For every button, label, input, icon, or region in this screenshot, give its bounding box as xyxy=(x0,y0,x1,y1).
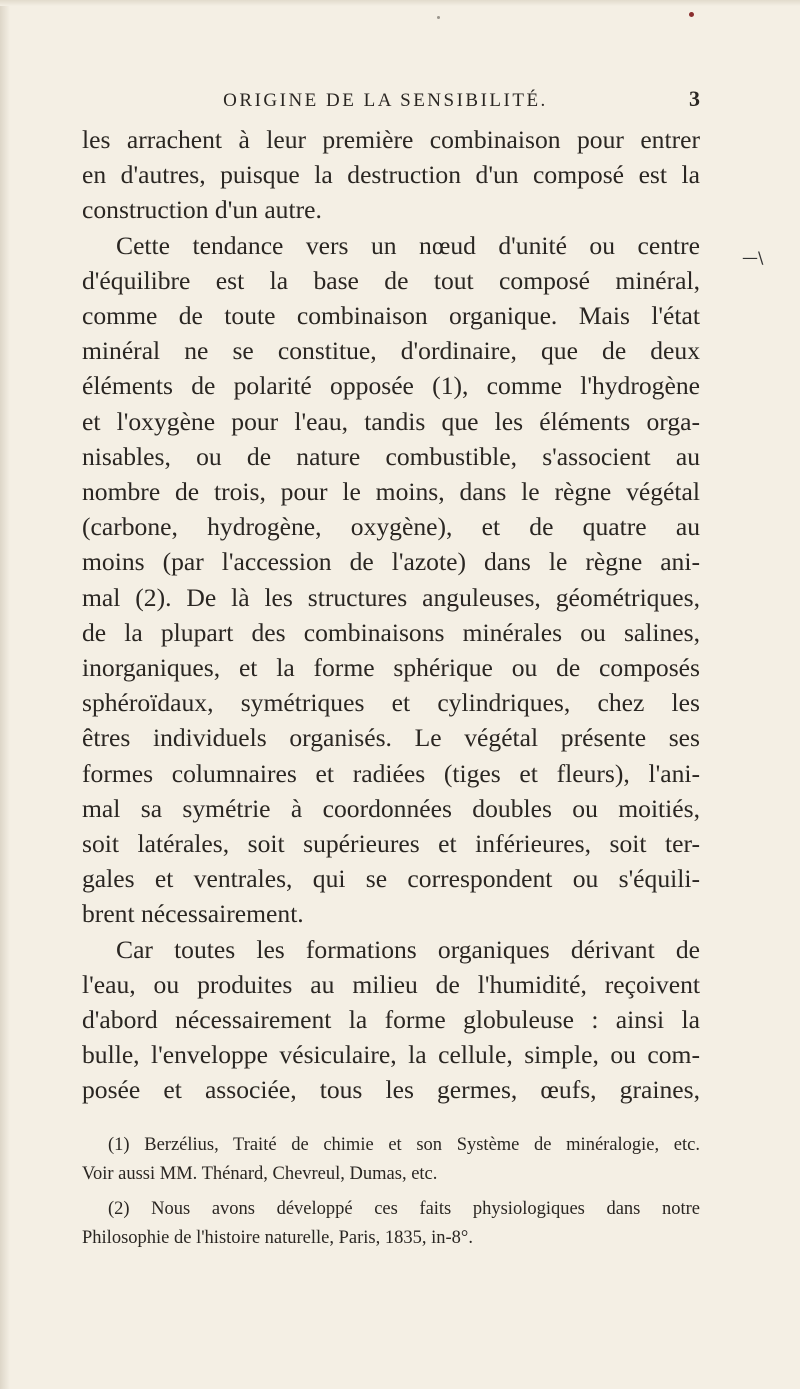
paper-speck xyxy=(437,16,440,19)
page-number: 3 xyxy=(689,86,700,111)
page-edge-shadow xyxy=(0,0,10,1389)
text-line: gales et ventrales, qui se correspondent ou s'équili- xyxy=(82,864,700,894)
text-line: construction d'un autre. xyxy=(82,195,322,225)
text-line: inorganiques, et la forme sphérique ou de composés xyxy=(82,653,700,683)
text-line: les arrachent à leur première combinaison pour entrer xyxy=(82,125,700,154)
footnote-line: Voir aussi MM. Thénard, Chevreul, Dumas, etc. xyxy=(82,1164,438,1184)
text-line: minéral ne se constitue, d'ordinaire, que de deux xyxy=(82,336,700,366)
footnote-1 xyxy=(82,1131,700,1189)
ink-spot xyxy=(689,12,694,17)
running-title: ORIGINE DE LA SENSIBILITÉ. xyxy=(223,90,548,111)
footnote-line: Philosophie de l'histoire naturelle, Paris, 1835, in-8°. xyxy=(82,1228,473,1248)
text-line: nombre de trois, pour le moins, dans le règne végétal xyxy=(82,477,700,507)
text-line: Car toutes les formations organiques dérivant de xyxy=(116,934,700,964)
body-text xyxy=(82,122,700,1108)
text-line: soit latérales, soit supérieures et inférieures, soit ter- xyxy=(82,829,700,859)
page-top-shadow xyxy=(0,0,800,6)
text-line: éléments de polarité opposée (1), comme l'hydrogène xyxy=(82,371,700,401)
text-line: d'équilibre est la base de tout composé minéral, xyxy=(82,265,700,295)
footnote-2 xyxy=(82,1195,700,1253)
text-line: sphéroïdaux, symétriques et cylindriques, chez les xyxy=(82,688,700,718)
running-head xyxy=(82,86,700,112)
text-line: Cette tendance vers un nœud d'unité ou centre xyxy=(116,230,700,260)
text-line: mal sa symétrie à coordonnées doubles ou moitiés, xyxy=(82,793,700,823)
text-line: posée et associée, tous les germes, œufs, graines, xyxy=(82,1075,700,1105)
margin-mark: —\ xyxy=(742,248,764,267)
footnotes xyxy=(82,1131,700,1259)
text-line: formes columnaires et radiées (tiges et fleurs), l'ani- xyxy=(82,758,700,788)
text-line: d'abord nécessairement la forme globuleuse : ainsi la xyxy=(82,1005,700,1035)
text-line: brent nécessairement. xyxy=(82,899,304,929)
text-line: l'eau, ou produites au milieu de l'humidité, reçoivent xyxy=(82,969,700,999)
footnote-line: (1) Berzélius, Traité de chimie et son Système de minéralogie, etc. xyxy=(108,1135,700,1155)
text-line: bulle, l'enveloppe vésiculaire, la cellule, simple, ou com- xyxy=(82,1040,700,1070)
text-line: comme de toute combinaison organique. Mais l'état xyxy=(82,301,700,331)
text-line: en d'autres, puisque la destruction d'un composé est la xyxy=(82,160,700,190)
footnote-line: (2) Nous avons développé ces faits physiologiques dans notre xyxy=(108,1199,700,1219)
text-line: moins (par l'accession de l'azote) dans le règne ani- xyxy=(82,547,700,577)
text-line: nisables, ou de nature combustible, s'associent au xyxy=(82,441,700,471)
text-line: (carbone, hydrogène, oxygène), et de quatre au xyxy=(82,512,700,542)
text-line: de la plupart des combinaisons minérales ou salines, xyxy=(82,617,700,647)
text-line: êtres individuels organisés. Le végétal présente ses xyxy=(82,723,700,753)
text-line: et l'oxygène pour l'eau, tandis que les éléments orga- xyxy=(82,406,700,436)
text-line: mal (2). De là les structures anguleuses, géométriques, xyxy=(82,582,700,612)
